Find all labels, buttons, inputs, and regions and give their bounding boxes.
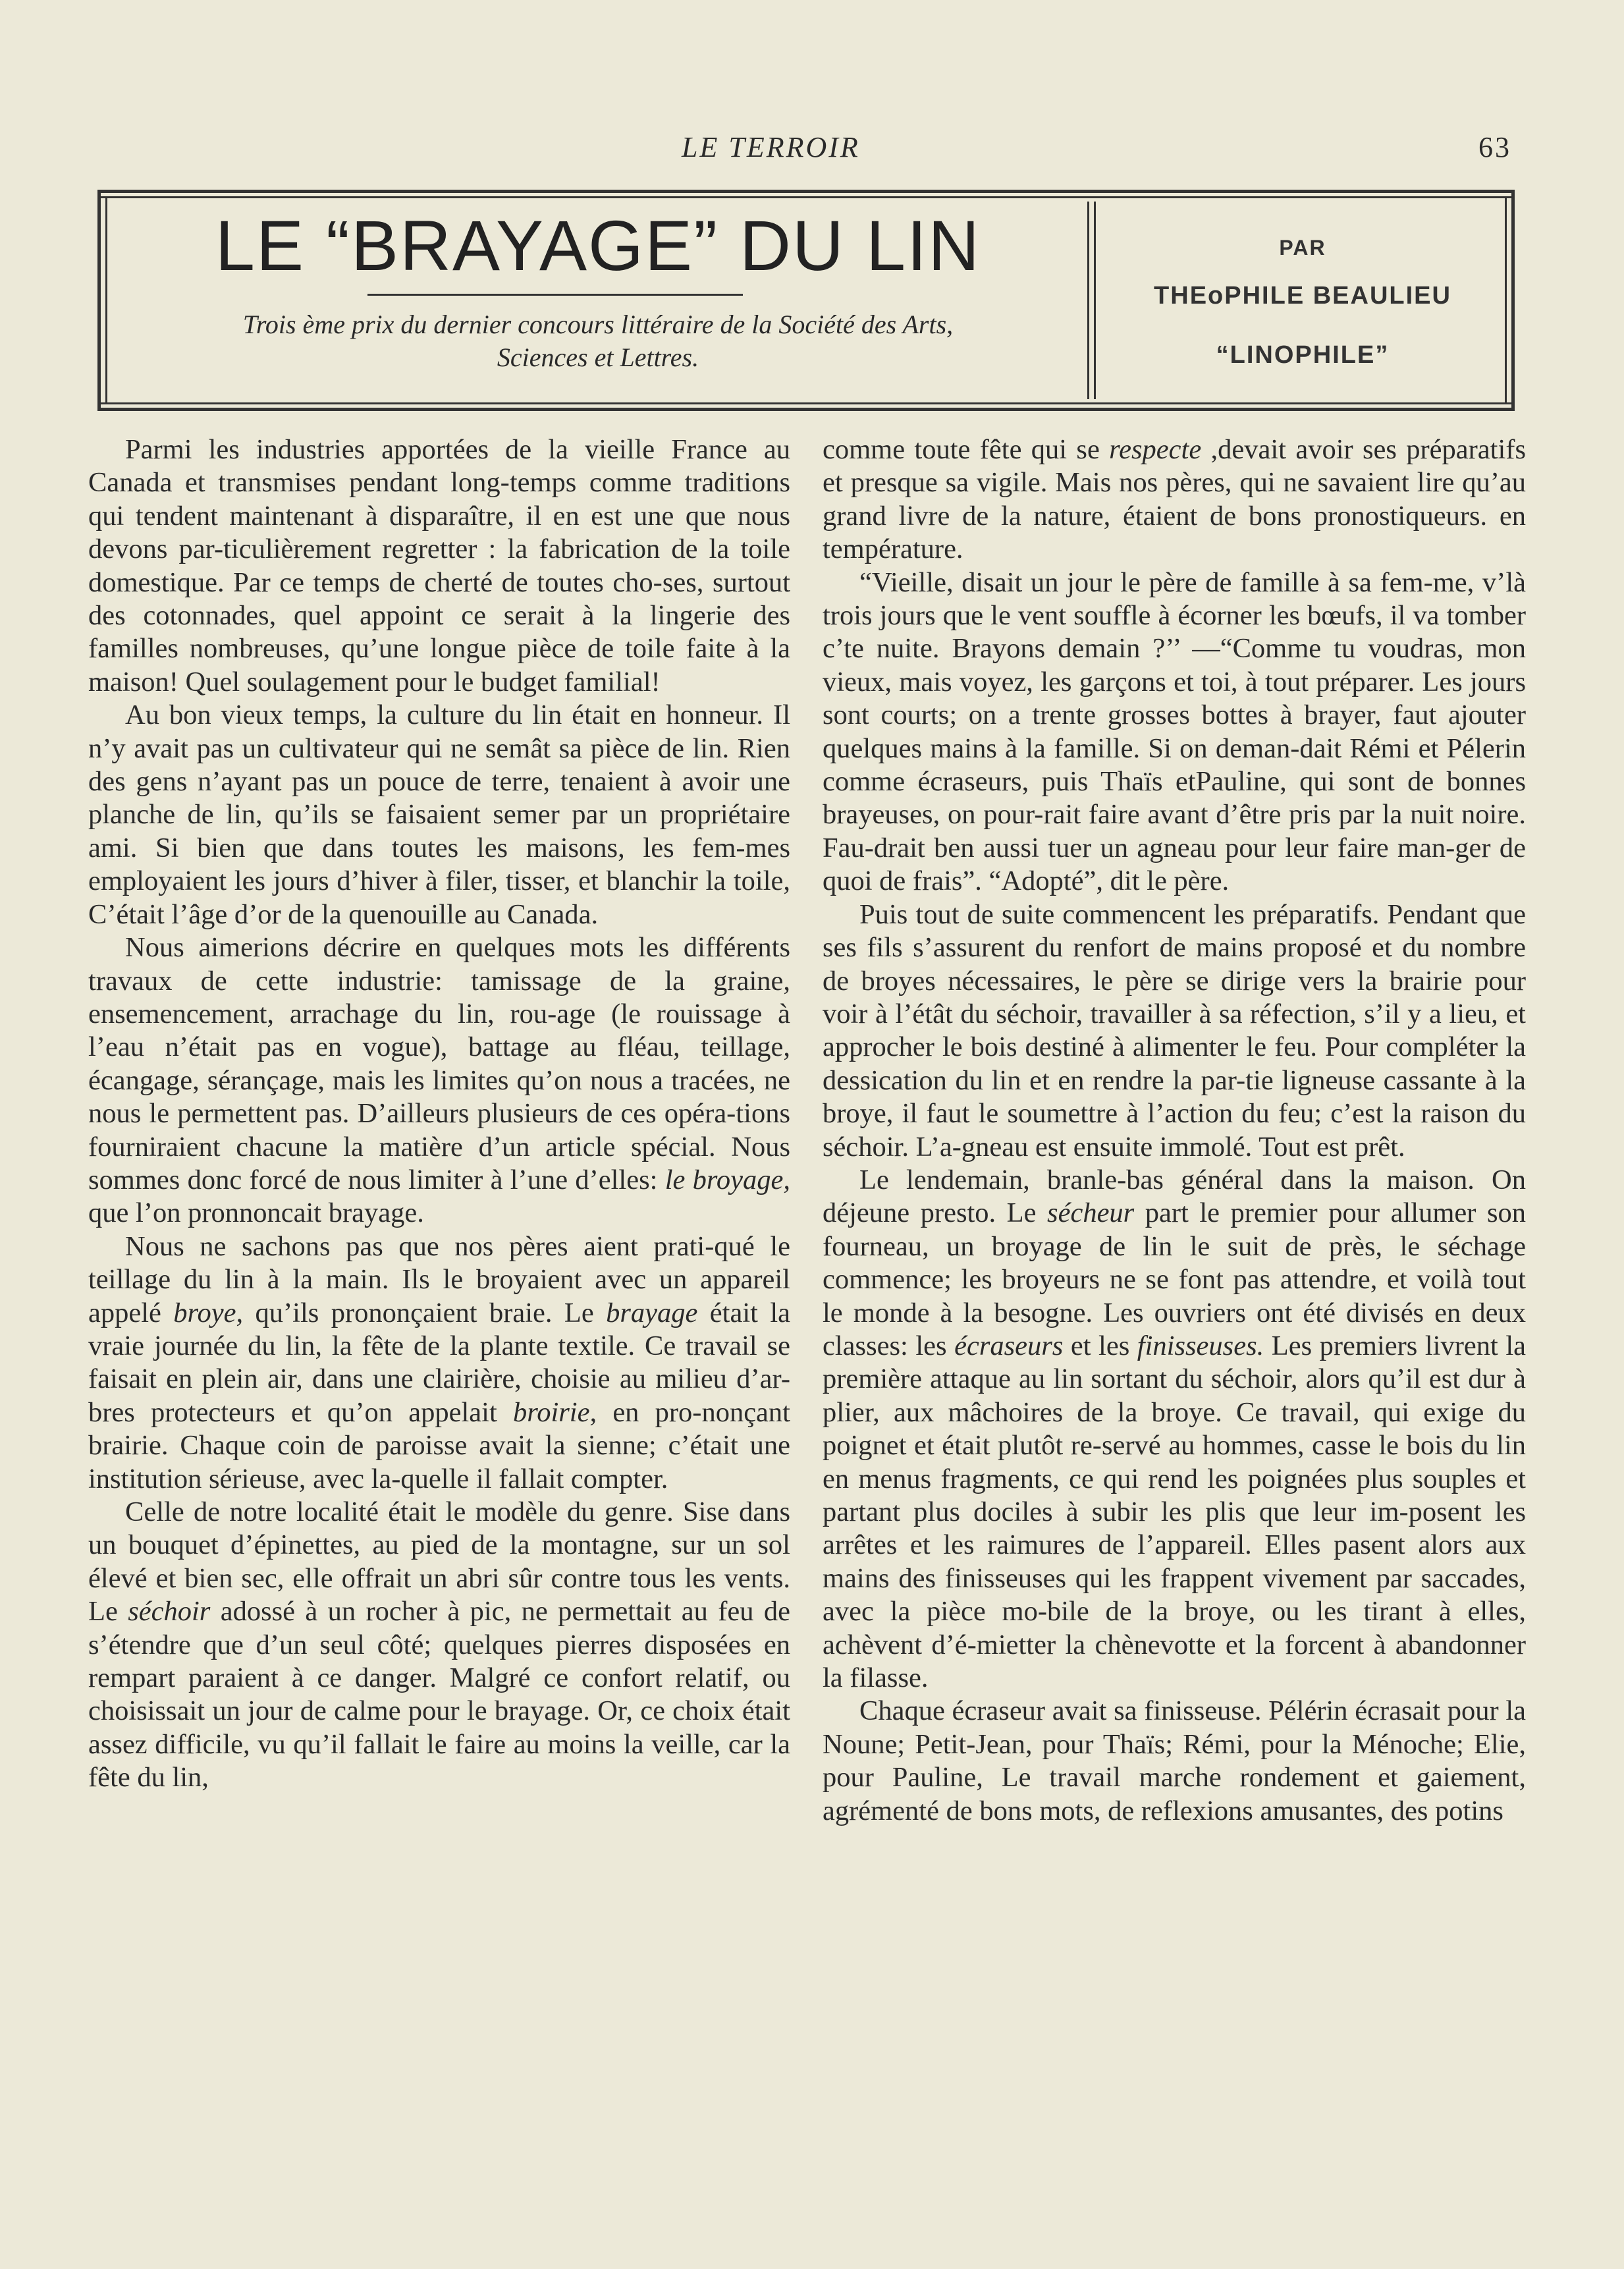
frame-rule xyxy=(1505,196,1507,404)
paragraph: Parmi les industries apportées de la vieille France au Canada et transmises pendant long-temps comme traditions qui tendent maintenant à disparaître, il en est une que nous devons par-ticulièrement regretter : la fabrication de la toile domestique. Par ce temps de cherté de toutes cho-ses, surtout des cotonnades, quel appoint ce serait à la lingerie des familles nombreuses, qu’une longue pièce de toile faite à la maison! Quel soulagement pour le budget familial! xyxy=(88,434,790,697)
text: Celle de notre localité était le modèle du genre. Sise dans un bouquet d’épinettes, au pied de la montagne, sur un sol élevé et bien sec, elle offrait un abri sûr contre tous les vents. Le xyxy=(88,1496,790,1627)
emphasis: écraseurs xyxy=(954,1330,1064,1361)
author-name: THEoPHILE BEAULIEU xyxy=(1154,282,1451,310)
paragraph xyxy=(88,1496,790,1795)
text: était la vraie journée du lin, la fête de la plante textile. Ce travail se faisait en plein air, dans une clairière, choisie au milieu d’ar-bres protecteurs et qu’on appelait xyxy=(88,1297,791,1428)
text: Les premiers livrent la première attaque au lin sortant du séchoir, alors qu’il est dur à plier, aux mâchoires de la broye. Ce travail, qui exige du poignet et était plutôt re-servé au hommes, casse le bois du lin en menus fragments, ce qui rend les poignées plus souples et partant plus dociles à subir les plis que leur im-posent les arrêtes et les raimures de l’appareil. Elles pasent alors aux mains des finisseuses qui les frappent vivement par saccades, avec la pièce mo-bile de la broye, ou les tirant à elles, achèvent d’é-mietter la chènevotte et la forcent à abandonner la filasse. xyxy=(823,1330,1526,1694)
text: part le premier pour allumer son fourneau, un broyage de lin le suit de près, le séchage commence; les broyeurs ne se font pas attendre, et voilà tout le monde à la besogne. Les ouvriers ont été divisés en deux classes: les xyxy=(823,1197,1527,1361)
paragraph: Au bon vieux temps, la culture du lin était en honneur. Il n’y avait pas un cultivateur qui ne semât sa pièce de lin. Rien des gens n’ayant pas un pouce de terre, tenaient à avoir une planche de lin, qu’ils se faisaient semer par un propriétaire ami. Si bien que dans toutes les maisons, les fem-mes employaient les jours d’hiver à filer, tisser, et blanchir la toile, C’était l’âge d’or de la quenouille au Canada. xyxy=(88,699,790,930)
journal-title: LE TERROIR xyxy=(682,131,860,163)
title-box xyxy=(97,190,1515,411)
text: Nous ne sachons pas que nos pères aient prati-qué le teillage du lin à la main. Ils le broyaient avec un appareil appelé xyxy=(88,1230,790,1328)
paragraph: Chaque écraseur avait sa finisseuse. Pélérin écrasait pour la Noune; Petit-Jean, pour Thaïs; Rémi, pour la Ménoche; Elie, pour Pauline, Le travail marche rondement et gaiement, agrémenté de bons mots, de reflexions amusantes, des potins xyxy=(823,1695,1526,1826)
emphasis: broirie, xyxy=(513,1396,597,1428)
title-rule xyxy=(367,294,743,296)
article-subtitle xyxy=(124,308,1072,374)
right-column xyxy=(823,433,1526,2225)
text: ,devait avoir ses préparatifs et presque sa vigile. Mais nos pères, qui ne savaient lire qu’au grand livre de la nature, étaient de bons pronostiqueurs. en température. xyxy=(823,434,1526,565)
left-column xyxy=(88,433,790,2225)
emphasis: le broyage, xyxy=(664,1164,790,1195)
author-pseudonym: “LINOPHILE” xyxy=(1216,341,1390,369)
text: Le lendemain, branle-bas général dans la maison. On déjeune presto. Le xyxy=(823,1164,1526,1229)
paragraph: Puis tout de suite commencent les préparatifs. Pendant que ses fils s’assurent du renfort de mains proposé et du nombre de broyes nécessaires, le père se dirige vers la brairie pour voir à l’étât du séchoir, travailler à sa réfection, s’il y a lieu, et approcher le bois destiné à alimenter le feu. Pour compléter la dessication du lin et en rendre la par-tie ligneuse cassante à la broye, il faut le soumettre à l’action du feu; c’est la raison du séchoir. L’a-gneau est ensuite immolé. Tout est prêt. xyxy=(823,898,1526,1162)
byline xyxy=(1105,190,1500,411)
text: adossé à un rocher à pic, ne permettait au feu de s’étendre que d’un seul côté; quelques pierres disposées en rempart paraient à ce danger. Malgré ce confort relatif, ou choisissait un jour de calme pour le brayage. Or, ce choix était assez difficile, vu qu’il fallait le faire au moins la veille, car la fête du lin, xyxy=(88,1596,790,1793)
text: que l’on pronnoncait brayage. xyxy=(88,1197,424,1229)
paragraph: “Vieille, disait un jour le père de famille à sa fem-me, v’là trois jours que le vent souffle à écorner les bœufs, il va tomber c’te nuite. Brayons demain ?’’ —“Comme tu voudras, mon vieux, mais voyez, les garçons et toi, à tout préparer. Les jours sont courts; on a trente grosses bottes à brayer, faut ajouter quelques mains à la famille. Si on deman-dait Rémi et Pélerin comme écraseurs, puis Thaïs etPauline, qui sont de bonnes brayeuses, on pour-rait faire avant d’être pris par la nuit noire. Fau-drait ben aussi tuer un agneau pour leur faire man-ger de quoi de frais”. “Adopté”, dit le père. xyxy=(823,566,1526,897)
paragraph xyxy=(88,1230,790,1496)
emphasis: broye, xyxy=(173,1297,244,1328)
text: qu’ils prononçaient braie. Le xyxy=(243,1297,607,1328)
frame-divider xyxy=(1094,202,1096,399)
text: en pro-nonçant brairie. Chaque coin de paroisse avait la sienne; c’était une institution sérieuse, avec la-quelle il fallait compter. xyxy=(88,1396,790,1494)
frame-rule xyxy=(105,196,107,404)
emphasis: finisseuses. xyxy=(1137,1330,1264,1361)
article-title: LE “BRAYAGE” DU LIN xyxy=(215,205,981,285)
paragraph xyxy=(823,433,1526,566)
running-head xyxy=(0,130,1624,170)
emphasis: brayage xyxy=(606,1297,698,1328)
text: Nous aimerions décrire en quelques mots les différents travaux de cette industrie: tamissage de la graine, ensemencement, arrachage du lin, rou-age (le rouissage à l’eau n’était pas en vogue), battage au fléau, teillage, écangage, sérançage, mais les limites qu’on nous a tracées, ne nous le permettent pas. D’ailleurs plusieurs de ces opéra-tions fourniraient chacune la matière d’un article spécial. Nous sommes donc forcé de nous limiter à l’une d’elles: xyxy=(88,932,790,1195)
frame-rule xyxy=(1511,190,1515,411)
emphasis: respecte xyxy=(1109,434,1202,465)
frame-rule xyxy=(97,190,101,411)
frame-divider xyxy=(1087,202,1089,399)
subtitle-line: Sciences et Lettres. xyxy=(497,342,699,372)
emphasis: sécheur xyxy=(1047,1197,1135,1229)
paragraph xyxy=(823,1164,1526,1695)
text: comme toute fête qui se xyxy=(823,434,1110,465)
text: et les xyxy=(1063,1330,1137,1361)
subtitle-line: Trois ème prix du dernier concours littéraire de la Société des Arts, xyxy=(242,310,954,339)
emphasis: séchoir xyxy=(128,1596,211,1627)
paragraph xyxy=(88,931,790,1230)
page-number: 63 xyxy=(1478,131,1511,163)
byline-label: PAR xyxy=(1279,236,1326,260)
